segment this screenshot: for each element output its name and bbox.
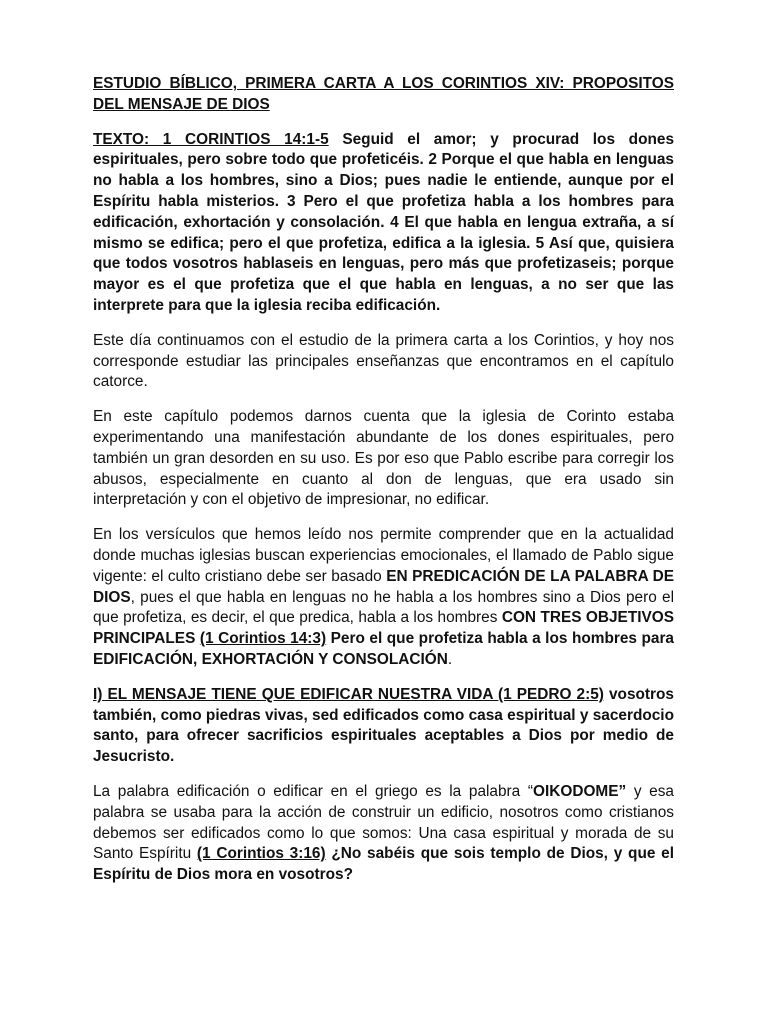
document-title: ESTUDIO BÍBLICO, PRIMERA CARTA A LOS CORINTIOS XIV: PROPOSITOS DEL MENSAJE DE DIOS [93, 75, 674, 113]
edification-quote: ¿No sabéis que sois templo de Dios, y que el Espíritu de Dios mora en vosotros? [93, 845, 674, 884]
edification-reference: (1 Corintios 3:16) [196, 845, 326, 863]
scripture-text-paragraph [93, 130, 674, 317]
context-paragraph: En este capítulo podemos darnos cuenta que la iglesia de Corinto estaba experimentando una manifestación abundante de los dones espirituales, pero también un gran desorden en su uso. Es por eso que Pablo escribe para corregir los abusos, especialmente en cuanto al don de lenguas, que era usado sin interpretación y con el objetivo de impresionar, no edificar. [93, 408, 674, 509]
edification-text-2: y esa palabra se usaba para la acción de construir un edificio, nosotros como cristianos debemos ser edificados como lo que somos: Una casa espiritual y morada de su Santo Espíritu [93, 782, 674, 863]
edification-text-1: La palabra edificación o edificar en el griego es la palabra “ [93, 782, 533, 800]
greek-word: OIKODOME” [533, 782, 627, 800]
document-page [93, 74, 674, 900]
purpose-quote: Pero el que profetiza habla a los hombres para EDIFICACIÓN, EXHORTACIÓN Y CONSOLACIÓN [93, 630, 674, 668]
purpose-text-2: , pues el que habla en lenguas no he habla a los hombres sino a Dios pero el que profetiza, es decir, el que predica, habla a los hombres [93, 588, 674, 627]
purpose-reference: (1 Corintios 14:3) [199, 630, 327, 648]
purpose-paragraph [93, 525, 674, 671]
section-1-heading: I) EL MENSAJE TIENE QUE EDIFICAR NUESTRA VIDA (1 PEDRO 2:5) [93, 685, 604, 703]
intro-paragraph: Este día continuamos con el estudio de la primera carta a los Corintios, y hoy nos corresponde estudiar las principales enseñanzas que encontramos en el capítulo catorce. [93, 331, 674, 391]
purpose-text-3: . [447, 650, 453, 668]
edification-paragraph [93, 782, 674, 886]
scripture-reference: TEXTO: 1 CORINTIOS 14:1-5 [93, 130, 329, 148]
section-1-quote: vosotros también, como piedras vivas, sed edificados como casa espiritual y sacerdocio santo, para ofrecer sacrificios espirituales aceptables a Dios por medio de Jesucristo. [93, 685, 674, 766]
purpose-emphasis-2: CON TRES OBJETIVOS PRINCIPALES [93, 609, 675, 648]
purpose-text-1: En los versículos que hemos leído nos permite comprender que en la actualidad donde muchas iglesias buscan experiencias emocionales, el llamado de Pablo sigue vigente: el culto cristiano debe ser basado [93, 526, 674, 585]
purpose-emphasis-1: EN PREDICACIÓN DE LA PALABRA DE DIOS [93, 567, 674, 606]
scripture-quote: Seguid el amor; y procurad los dones espirituales, pero sobre todo que profeticéis. 2 Porque el que habla en lenguas no habla a los hombres, sino a Dios; pues nadie le entiende, aunque por el Espíritu habla misterios. 3 Pero el que profetiza habla a los hombres para edificación, exhortación y consolación. 4 El que habla en lengua extraña, a sí mismo se edifica; pero el que profetiza, edifica a la iglesia. 5 Así que, quisiera que todos vosotros hablaseis en lenguas, pero más que profetizaseis; porque mayor es el que profetiza que el que habla en lenguas, a no ser que las interprete para que la iglesia reciba edificación. [93, 130, 674, 314]
section-1-paragraph [93, 685, 674, 768]
